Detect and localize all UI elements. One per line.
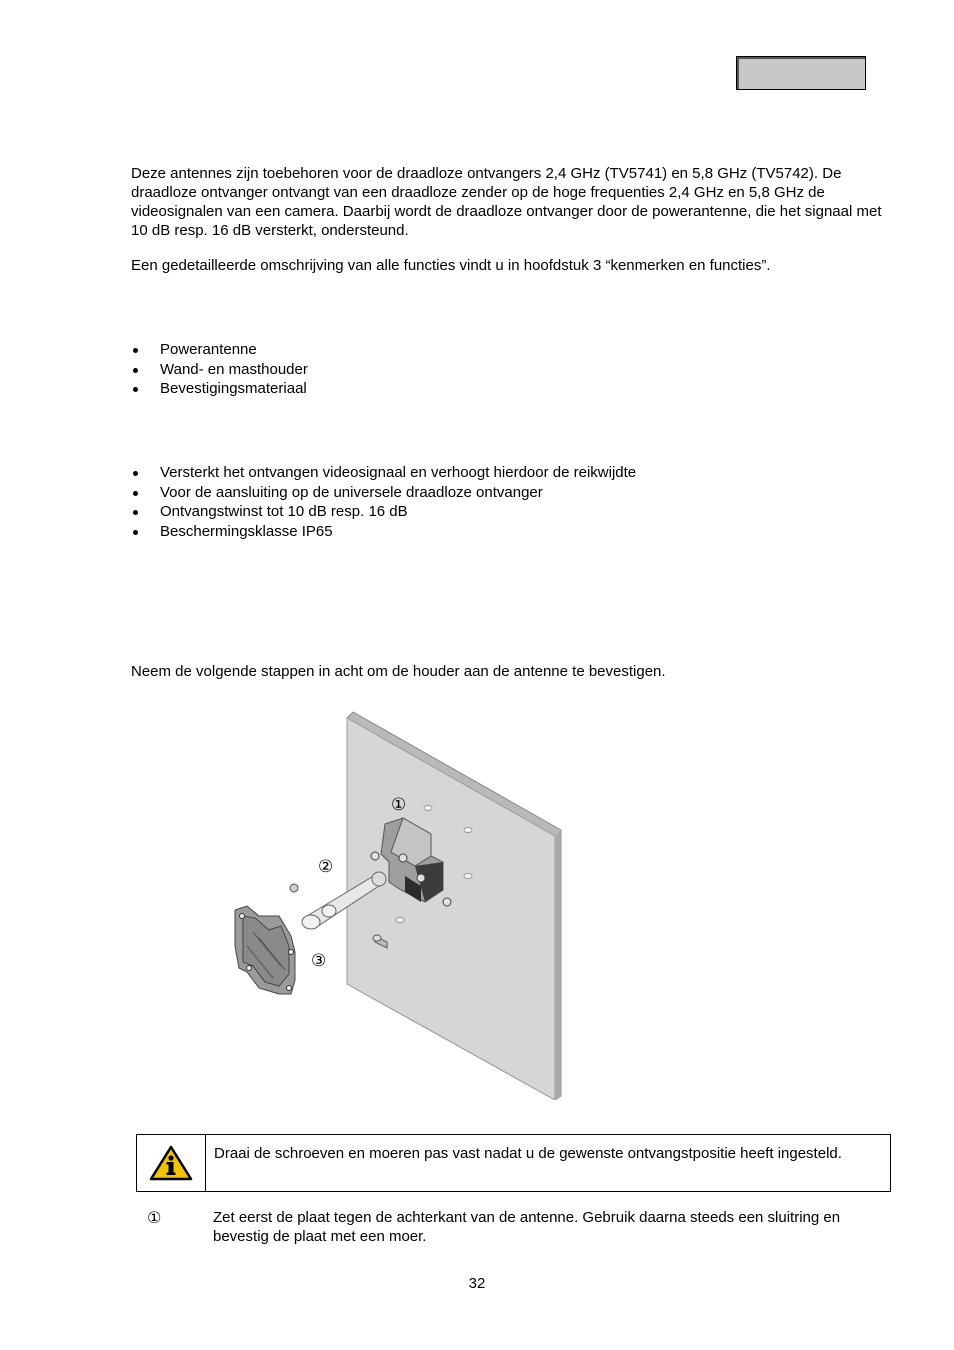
callout-2: ② xyxy=(318,857,334,877)
info-warning-icon xyxy=(149,1145,193,1181)
warning-icon-cell xyxy=(137,1135,206,1191)
list-item: Versterkt het ontvangen videosignaal en verhoogt hierdoor de reikwijdte xyxy=(131,463,871,483)
list-item: Powerantenne xyxy=(131,340,871,360)
features-list xyxy=(131,463,871,541)
bullet-icon xyxy=(133,387,138,392)
contents-list xyxy=(131,340,871,399)
bullet-icon xyxy=(133,530,138,535)
bullet-icon xyxy=(133,368,138,373)
detail-reference-paragraph: Een gedetailleerde omschrijving van alle functies vindt u in hoofdstuk 3 “kenmerken en functies”. xyxy=(131,257,771,274)
bullet-icon xyxy=(133,491,138,496)
steps-intro-paragraph: Neem de volgende stappen in acht om de houder aan de antenne te bevestigen. xyxy=(131,663,666,680)
bullet-icon xyxy=(133,348,138,353)
callout-3: ③ xyxy=(311,951,327,971)
list-item: Ontvangstwinst tot 10 dB resp. 16 dB xyxy=(131,502,871,522)
callout-1: ① xyxy=(391,795,407,815)
list-item: Wand- en masthouder xyxy=(131,360,871,380)
mounting-illustration xyxy=(225,706,575,1100)
intro-paragraph: Deze antennes zijn toebehoren voor de draadloze ontvangers 2,4 GHz (TV5741) en 5,8 GHz (TV5742). De draadloze ontvanger ontvangt van een draadloze zender op de hoge frequenties 2,4 GHz en 5,8 GHz de videosignalen van een camera. Daarbij wordt de draadloze ontvanger door de powerantenne, die het signaal met 10 dB resp. 16 dB versterkt, ondersteund. xyxy=(131,165,882,239)
list-item: Beschermingsklasse IP65 xyxy=(131,522,871,542)
step-text: Zet eerst de plaat tegen de achterkant van de antenne. Gebruik daarna steeds een sluitring en bevestig de plaat met een moer. xyxy=(213,1209,841,1245)
step-number: ① xyxy=(147,1208,162,1227)
bullet-icon xyxy=(133,510,138,515)
language-tab-box xyxy=(736,56,866,90)
list-item: Bevestigingsmateriaal xyxy=(131,379,871,399)
warning-text: Draai de schroeven en moeren pas vast nadat u de gewenste ontvangstpositie heeft ingesteld. xyxy=(214,1145,842,1162)
antenna-bracket-drawing xyxy=(225,706,575,1100)
page-number: 32 xyxy=(468,1275,486,1292)
warning-notice xyxy=(136,1134,891,1192)
list-item: Voor de aansluiting op de universele draadloze ontvanger xyxy=(131,483,871,503)
bullet-icon xyxy=(133,471,138,476)
